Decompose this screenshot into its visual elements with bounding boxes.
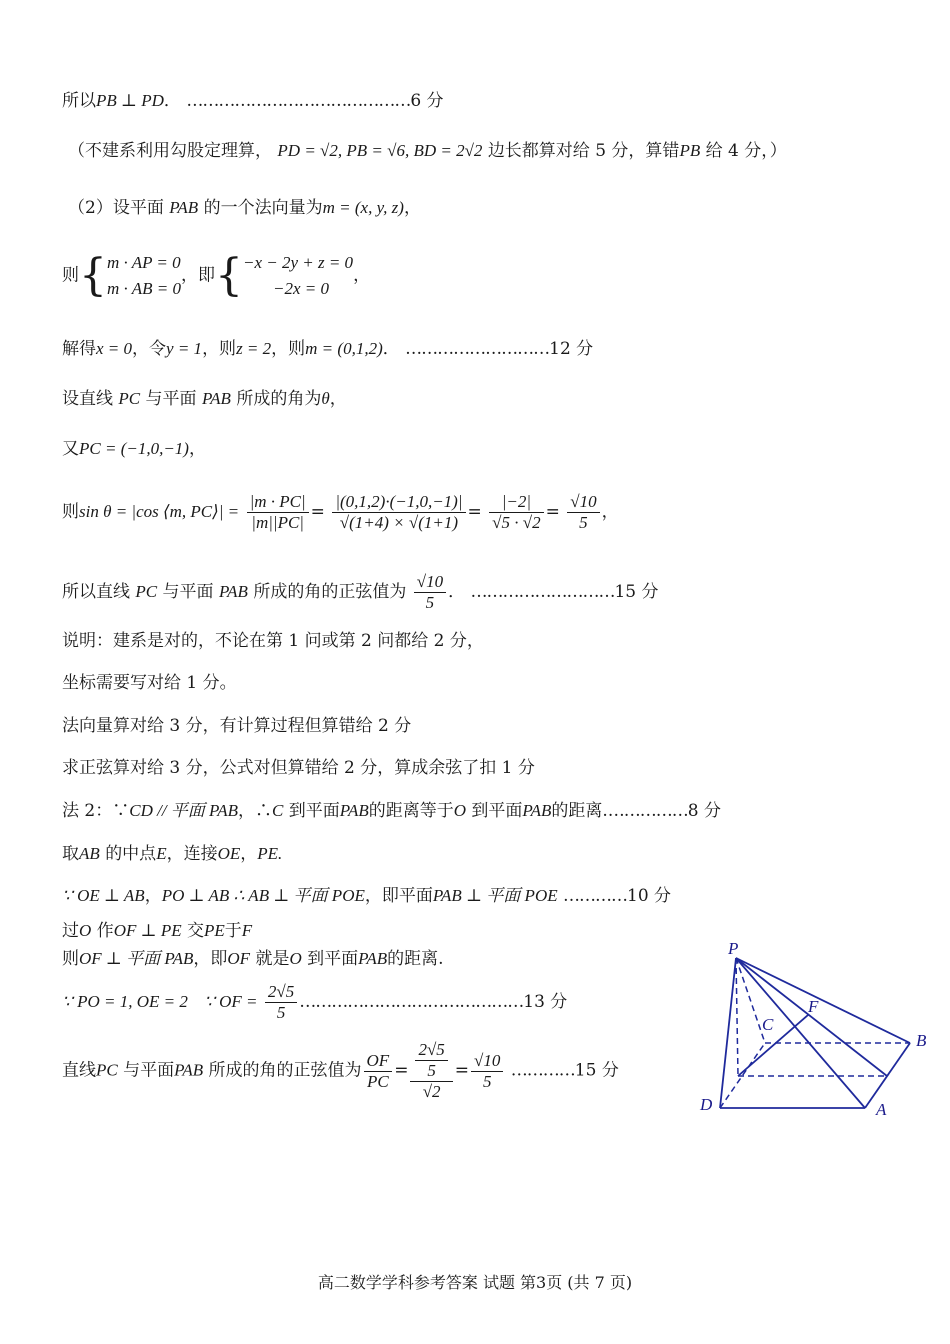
text: 与平面 (145, 389, 197, 409)
numerator (410, 1040, 452, 1082)
fraction (247, 492, 309, 533)
math-expr: PE. (257, 844, 283, 863)
math-expr: z = 2 (236, 339, 272, 358)
text: 到平面 (307, 949, 359, 969)
leader-dots: ……………………… (405, 339, 550, 359)
leader-dots: ……………………… (470, 582, 615, 602)
numerator: OF (364, 1051, 393, 1072)
edge-PO (736, 958, 738, 1076)
line-pc-vector: 又PC = (−1,0,−1)， (62, 439, 206, 459)
numerator: 2√5 (265, 982, 297, 1003)
label-D: D (700, 1095, 713, 1114)
denominator: 5 (425, 593, 435, 612)
line-midpoint-construction (62, 843, 282, 865)
text: 解得 (62, 339, 96, 359)
label-C: C (762, 1015, 774, 1034)
text: 坐标需要写对给 1 分。 (62, 673, 237, 693)
text: 求正弦算对给 3 分，公式对但算错给 2 分，算成余弦了扣 1 分 (62, 758, 535, 778)
text: 交 (187, 921, 205, 941)
numerator: |m · PC| (247, 492, 309, 513)
score-label: 15 分 (614, 582, 659, 602)
line-method-2 (62, 800, 721, 822)
line-perpendicular-planes (62, 885, 671, 907)
math-expr: PC = (−1,0,−1) (79, 439, 189, 458)
score-label: 10 分 (627, 886, 672, 906)
math-expr: O (79, 921, 92, 940)
text: 则 (62, 502, 79, 522)
leader-dots: ………… (563, 886, 628, 906)
leader-dots: …………………………………… (186, 91, 411, 111)
text: ，即 (180, 265, 215, 286)
line-normal-vector-setup: （2）设平面 PAB 的一个法向量为m = (x, y, z)， (68, 198, 421, 218)
denominator: √5 · √2 (492, 513, 541, 532)
numerator: |(0,1,2)·(−1,0,−1)| (332, 492, 465, 513)
fraction (567, 492, 599, 533)
line-sine-result: 所以直线 PC 与平面 PAB 所成的角的正弦值为 $\frac{√10}{5}$ ． ………………………15 分 (62, 572, 659, 612)
numerator: √10 (567, 492, 599, 513)
text: 到平面 (288, 801, 340, 821)
text: 的一个法向量为 (203, 198, 323, 218)
math-expr: PAB (218, 582, 248, 601)
text: ，∴ (238, 801, 273, 821)
math-expr: PAB ⊥ 平面 POE (432, 886, 558, 905)
text: 就是 (255, 949, 290, 969)
numerator: √10 (471, 1051, 503, 1072)
line-note-2 (62, 672, 237, 694)
math-expr: ∵ OE ⊥ AB (62, 886, 145, 905)
math-expr: x = 0 (96, 339, 133, 358)
text: 设直线 (62, 389, 113, 409)
text: 所成的角的正弦值为 (253, 582, 407, 602)
text: 法向量算对给 3 分，有计算过程但算错给 2 分 (62, 716, 412, 736)
math-expr: F (241, 921, 253, 940)
compound-fraction (410, 1040, 452, 1102)
numerator: |−2| (489, 492, 543, 513)
line-conclusion-pb-perp-pd: 所以PB ⊥ PD． ……………………………………6 分 (62, 91, 444, 111)
math-expr: C (272, 801, 284, 820)
line-equation-system: 则{ m · AP = 0 m · AB = 0 ，即{ −x − 2y + z = 0 −2x = 0 ， (62, 250, 371, 301)
numerator: 2√5 (415, 1040, 447, 1061)
text: 与平面 (123, 1060, 175, 1081)
text: 边长都算对给 5 分，算错 (487, 141, 680, 161)
line-note-1 (62, 630, 484, 652)
text: 与平面 (162, 582, 214, 602)
edge-PD (720, 958, 736, 1108)
text: ，即 (193, 949, 228, 969)
line-of-value (62, 980, 567, 1024)
math-expr: m = (x, y, z) (322, 198, 404, 217)
text: 于 (224, 921, 242, 941)
text: 到平面 (471, 801, 523, 821)
math-expr: PC (118, 389, 141, 408)
math-expr: ∵ OF = (204, 992, 258, 1011)
fraction (471, 1051, 503, 1092)
text: ， (144, 886, 162, 906)
denominator: 5 (579, 513, 588, 532)
math-expr: O (453, 801, 467, 820)
label-P: P (728, 939, 739, 958)
denominator: |m||PC| (251, 513, 304, 532)
label-F: F (808, 997, 819, 1016)
line-alternative-method-note (68, 140, 787, 162)
fraction (364, 1051, 393, 1092)
page-footer: 高二数学学科参考答案 试题 第3页 (共 7 页) (317, 1273, 633, 1292)
math-expr: PAB (169, 198, 199, 217)
fraction (265, 982, 297, 1023)
system-left (107, 250, 181, 302)
equation: m · AB = 0 (107, 279, 181, 298)
text: 则 (62, 265, 79, 286)
text: 给 4 分，） (705, 141, 787, 161)
text: ，连接 (166, 844, 218, 864)
equation: m · AP = 0 (107, 253, 181, 272)
text: ，则 (202, 339, 237, 359)
line-note-3 (62, 715, 411, 737)
math-expr: PAB (339, 801, 369, 820)
text: 所以 (62, 91, 96, 111)
pyramid-figure (690, 938, 940, 1123)
text: （2）设平面 (68, 198, 164, 218)
math-expr: θ (321, 389, 330, 408)
text: 所成的角的正弦值为 (208, 1060, 362, 1081)
line-angle-definition: 设直线 PC 与平面 PAB 所成的角为θ， (62, 389, 347, 409)
line-of-distance (62, 948, 444, 970)
score-label: 8 分 (687, 801, 722, 821)
math-expr: m = (0,1,2) (305, 339, 383, 358)
denominator: 5 (276, 1003, 286, 1022)
fraction (414, 572, 446, 613)
text: 又 (62, 439, 79, 459)
text: 则 (62, 949, 79, 969)
text: 过 (62, 921, 79, 941)
math-expr: AB (79, 844, 100, 863)
math-expr: O (289, 949, 302, 968)
math-expr: E (156, 844, 167, 863)
math-expr: PAB (174, 1060, 204, 1080)
denominator: √(1+4) × √(1+1) (339, 513, 459, 532)
math-expr: OF (227, 949, 251, 968)
score-label: 15 分 (574, 1060, 619, 1081)
text: 的中点 (105, 844, 157, 864)
leader-dots: …………… (607, 801, 688, 821)
denominator: 5 (482, 1071, 492, 1091)
math-expr: PO ⊥ AB ∴ AB ⊥ 平面 POE (161, 886, 365, 905)
math-expr: CD // 平面 PAB (129, 801, 239, 820)
math-expr: PE (204, 921, 225, 940)
equation: −x − 2y + z = 0 (242, 253, 354, 272)
math-expr: ∵ PO = 1, OE = 2 (62, 992, 188, 1011)
text: ，即平面 (364, 886, 433, 906)
denominator: 5 (427, 1061, 436, 1080)
line-solve-normal-vector: 解得x = 0，令y = 1，则z = 2，则m = (0,1,2)． ………………………12 分 (62, 339, 594, 359)
text: ， (240, 844, 258, 864)
text: ，则 (271, 339, 306, 359)
equation: −2x = 0 (272, 279, 329, 298)
score-label: 6 分 (410, 91, 444, 111)
text: 的距离. (387, 949, 444, 969)
text: 作 (96, 921, 114, 941)
label-A: A (876, 1100, 887, 1119)
text: 说明：建系是对的，不论在第 1 问或第 2 问都给 2 分， (62, 631, 484, 651)
fraction (489, 492, 543, 533)
score-label: 13 分 (523, 992, 568, 1012)
denominator: √2 (422, 1082, 441, 1101)
text: 的距离等于 (368, 801, 454, 821)
math-expr: PAB (201, 389, 231, 408)
text: 直线 (62, 1060, 96, 1081)
text: （不建系利用勾股定理算， (68, 141, 272, 161)
math-expr: OE (217, 844, 241, 863)
brace-icon: { (79, 250, 107, 301)
text: 所以直线 (62, 582, 130, 602)
text: ，令 (132, 339, 167, 359)
score-label: 12 分 (549, 339, 594, 359)
system-right (243, 250, 353, 302)
math-expr: PB (679, 141, 701, 160)
edge-PA (736, 958, 865, 1108)
math-expr: PB ⊥ PD (96, 91, 164, 110)
math-expr: PD = √2, PB = √6, BD = 2√2 (277, 141, 483, 160)
label-B: B (916, 1031, 927, 1050)
text: 取 (62, 844, 79, 864)
fraction (332, 492, 465, 533)
text: 的距离. (551, 801, 608, 821)
math-expr: y = 1 (166, 339, 203, 358)
text: 所成的角为 (236, 389, 322, 409)
leader-dots: ………… (510, 1060, 575, 1081)
brace-icon: { (214, 250, 243, 301)
line-note-4 (62, 757, 535, 779)
math-expr: OF ⊥ PE (113, 921, 182, 940)
text: 法 2：∵ (62, 801, 130, 821)
math-expr: sin θ = |cos ⟨m, PC⟩| = (79, 502, 240, 521)
math-expr: PC (96, 1060, 118, 1080)
math-expr: PAB (358, 949, 388, 968)
figure-edges (720, 958, 910, 1108)
line-construct-of (62, 920, 252, 942)
math-expr: PAB (522, 801, 552, 820)
math-expr: PC (135, 582, 158, 601)
numerator: √10 (414, 572, 446, 593)
math-expr: OF ⊥ 平面 PAB (79, 949, 194, 968)
fraction (415, 1040, 447, 1081)
leader-dots: …………………………………… (299, 992, 524, 1012)
line-sine-computation: 则sin θ = |cos ⟨m, PC⟩| = $\frac{|m \cdot PC|}{|m||PC|}$ = $\frac{|(0,1,2)\cdot(-1,0,-1)|}{√(1+4) \times √(1+1)}$ = $\frac{|-2|}{√5 \cdot √2}$ = $\frac{√10}{5}$ ， (62, 492, 619, 532)
line-final-sine: 直线PC 与平面PAB 所成的角的正弦值为 $\frac{OF}{PC}$ = $\frac{\frac{2√5}{5}}{√2}$ = $\frac{√10}{5}$ …………15 分 (62, 1040, 619, 1101)
denominator: PC (366, 1071, 389, 1091)
